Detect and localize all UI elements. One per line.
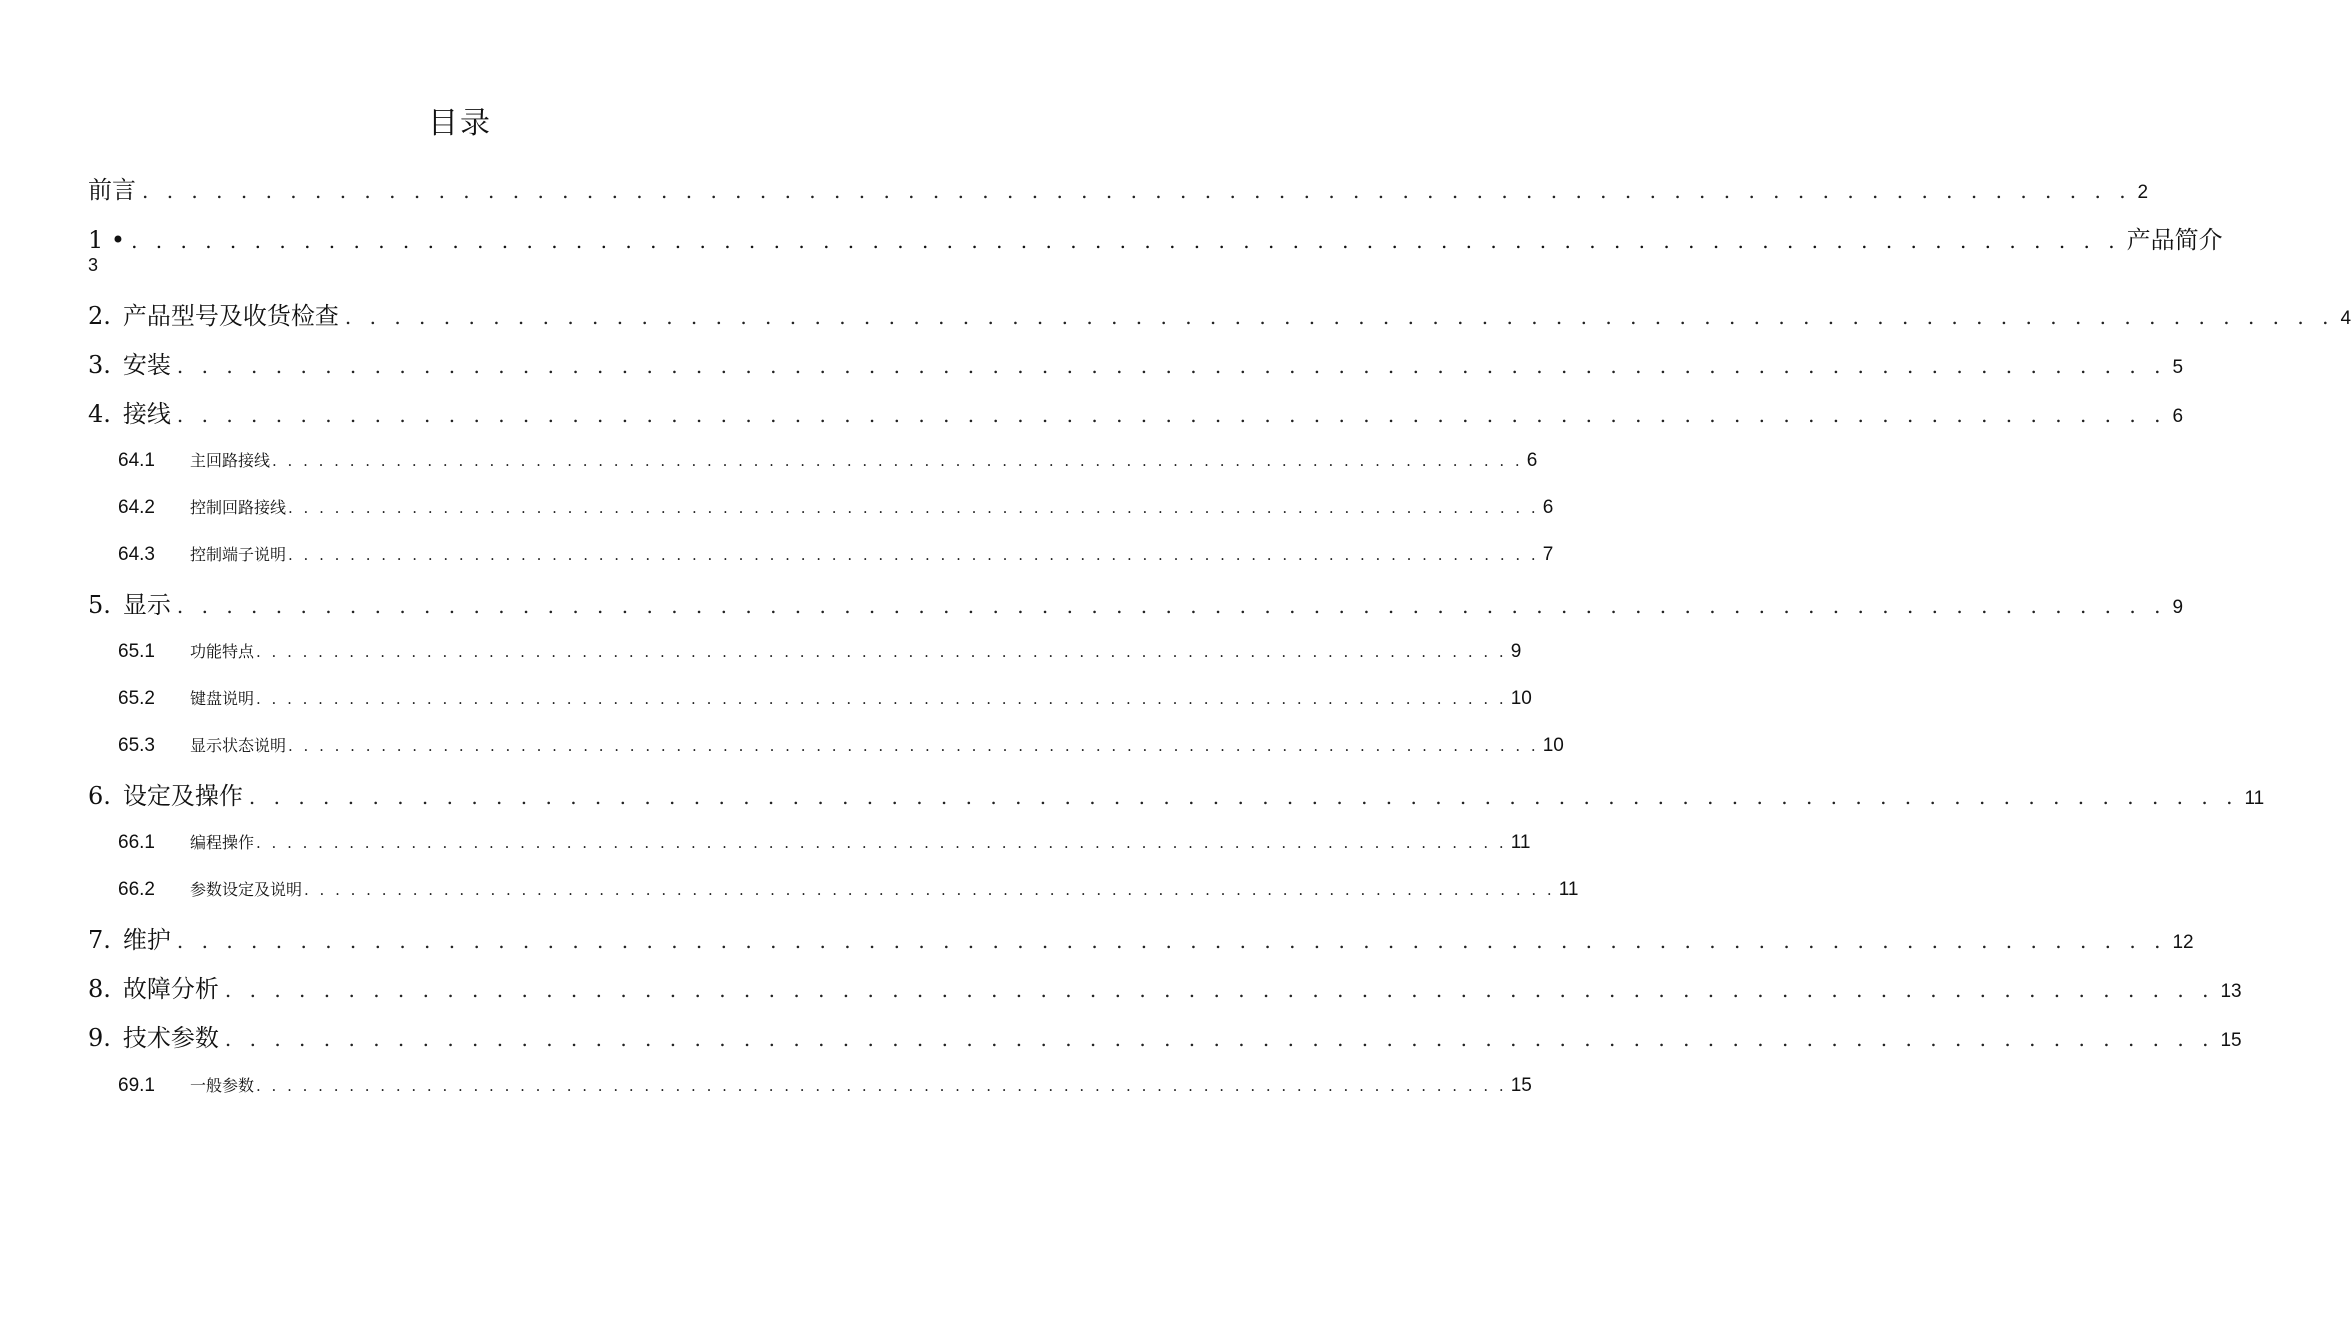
toc-leader-dots: . . . . . . . . . . . . . . . . . . . . . . . . . . . . . . . . . . . . . . . . . . . . . . . . . . . . . . . . . . . . . . . . . . . . . . . . . . . . . . . . . xyxy=(176,403,2167,427)
toc-entry-number: 9. xyxy=(88,1024,111,1052)
toc-entry-5[interactable] xyxy=(88,585,2184,620)
toc-leader-dots: . . . . . . . . . . . . . . . . . . . . . . . . . . . . . . . . . . . . . . . . . . . . . . . . . . . . . . . . . . . . . . . . . . . . . . . . . . . . . . . . . xyxy=(304,881,1555,899)
toc-leader-dots: . . . . . . . . . . . . . . . . . . . . . . . . . . . . . . . . . . . . . . . . . . . . . . . . . . . . . . . . . . . . . . . . . . . . . . . . . . . . . . . . . xyxy=(176,354,2167,378)
toc-entry-page: 3 xyxy=(88,255,99,275)
toc-entry-page: 5 xyxy=(2172,357,2184,378)
toc-entry-6-2[interactable] xyxy=(118,877,1579,901)
toc-entry-page: 11 xyxy=(1510,832,1531,853)
toc-entry-number: 65.1 xyxy=(118,641,155,662)
toc-entry-number: 65.2 xyxy=(118,688,155,709)
toc-leader-dots: . . . . . . . . . . . . . . . . . . . . . . . . . . . . . . . . . . . . . . . . . . . . . . . . . . . . . . . . . . . . . . . . . . . . . . . . . . . . . . . . . xyxy=(224,1027,2215,1051)
toc-entry-label: 键盘说明 xyxy=(190,689,255,708)
toc-entry-8[interactable] xyxy=(88,969,2242,1004)
toc-entry-label: 技术参数 xyxy=(122,1024,219,1052)
toc-entry-label: 主回路接线 xyxy=(190,451,271,470)
toc-entry-page: 6 xyxy=(1542,497,1554,518)
toc-entry-number: 6. xyxy=(88,782,111,810)
toc-entry-5-2[interactable] xyxy=(118,686,1532,710)
toc-entry-4-1[interactable] xyxy=(118,448,1538,472)
toc-leader-dots: . . . . . . . . . . . . . . . . . . . . . . . . . . . . . . . . . . . . . . . . . . . . . . . . . . . . . . . . . . . . . . . . . . . . . . . . . . . . . . . . . xyxy=(288,737,1539,755)
toc-entry-page: 11 xyxy=(2244,788,2265,809)
toc-entry-label: 参数设定及说明 xyxy=(190,880,303,899)
toc-entry-4-2[interactable] xyxy=(118,495,1554,519)
toc-entry-number: 66.2 xyxy=(118,879,155,900)
toc-entry-number: 7. xyxy=(88,926,111,954)
toc-leader-dots: . . . . . . . . . . . . . . . . . . . . . . . . . . . . . . . . . . . . . . . . . . . . . . . . . . . . . . . . . . . . . . . . . . . . . . . . . . . . . . . . . xyxy=(142,179,2132,203)
toc-leader-dots: . . . . . . . . . . . . . . . . . . . . . . . . . . . . . . . . . . . . . . . . . . . . . . . . . . . . . . . . . . . . . . . . . . . . . . . . . . . . . . . . . xyxy=(131,229,2121,253)
toc-entry-number: 64.1 xyxy=(118,450,155,471)
toc-entry-page: 6 xyxy=(1526,450,1538,471)
toc-entry-number: 69.1 xyxy=(118,1075,155,1096)
toc-entry-page: 2 xyxy=(2137,182,2149,203)
toc-entry-label: 一般参数 xyxy=(190,1076,255,1095)
toc-leader-dots: . . . . . . . . . . . . . . . . . . . . . . . . . . . . . . . . . . . . . . . . . . . . . . . . . . . . . . . . . . . . . . . . . . . . . . . . . . . . . . . . . xyxy=(288,546,1539,564)
toc-entry-9-1[interactable] xyxy=(118,1073,1532,1097)
toc-entry-number: 8. xyxy=(88,975,111,1003)
toc-leader-dots: . . . . . . . . . . . . . . . . . . . . . . . . . . . . . . . . . . . . . . . . . . . . . . . . . . . . . . . . . . . . . . . . . . . . . . . . . . . . . . . . . xyxy=(248,785,2239,809)
toc-entry-preface[interactable] xyxy=(88,170,2149,205)
toc-entry-page: 15 xyxy=(2220,1030,2242,1051)
toc-entry-9[interactable] xyxy=(88,1018,2242,1053)
toc-entry-page: 15 xyxy=(1510,1075,1532,1096)
toc-entry-3[interactable] xyxy=(88,345,2184,380)
toc-entry-label: 显示 xyxy=(122,591,171,619)
toc-entry-number: 64.2 xyxy=(118,497,155,518)
toc-entry-page: 9 xyxy=(1510,641,1522,662)
toc-entry-6-1[interactable] xyxy=(118,830,1531,854)
toc-entry-5-3[interactable] xyxy=(118,733,1564,757)
toc-entry-page: 6 xyxy=(2172,406,2184,427)
toc-entry-label: 产品简介 xyxy=(2126,226,2223,254)
toc-entry-page: 9 xyxy=(2172,597,2184,618)
toc-leader-dots: . . . . . . . . . . . . . . . . . . . . . . . . . . . . . . . . . . . . . . . . . . . . . . . . . . . . . . . . . . . . . . . . . . . . . . . . . . . . . . . . . xyxy=(256,690,1507,708)
toc-entry-page: 4 xyxy=(2340,308,2351,329)
toc-leader-dots: . . . . . . . . . . . . . . . . . . . . . . . . . . . . . . . . . . . . . . . . . . . . . . . . . . . . . . . . . . . . . . . . . . . . . . . . . . . . . . . . . xyxy=(224,978,2215,1002)
toc-entry-number: 4. xyxy=(88,400,111,428)
toc-entry-label: 接线 xyxy=(122,400,171,428)
toc-leader-dots: . . . . . . . . . . . . . . . . . . . . . . . . . . . . . . . . . . . . . . . . . . . . . . . . . . . . . . . . . . . . . . . . . . . . . . . . . . . . . . . . . xyxy=(176,594,2167,618)
toc-entry-page: 7 xyxy=(1542,544,1554,565)
toc-entry-number: 66.1 xyxy=(118,832,155,853)
toc-leader-dots: . . . . . . . . . . . . . . . . . . . . . . . . . . . . . . . . . . . . . . . . . . . . . . . . . . . . . . . . . . . . . . . . . . . . . . . . . . . . . . . . . xyxy=(272,452,1523,470)
toc-entry-page: 13 xyxy=(2220,981,2242,1002)
toc-entry-label: 维护 xyxy=(122,926,171,954)
toc-entry-label: 安装 xyxy=(122,351,171,379)
toc-entry-label: 前言 xyxy=(88,176,136,204)
toc-leader-dots: . . . . . . . . . . . . . . . . . . . . . . . . . . . . . . . . . . . . . . . . . . . . . . . . . . . . . . . . . . . . . . . . . . . . . . . . . . . . . . . . . xyxy=(256,643,1507,661)
toc-entry-page: 11 xyxy=(1558,879,1579,900)
toc-leader-dots: . . . . . . . . . . . . . . . . . . . . . . . . . . . . . . . . . . . . . . . . . . . . . . . . . . . . . . . . . . . . . . . . . . . . . . . . . . . . . . . . . xyxy=(344,305,2335,329)
toc-entry-page: 10 xyxy=(1510,688,1532,709)
toc-entry-number: 1 • xyxy=(88,226,126,254)
toc-entry-page: 12 xyxy=(2172,932,2194,953)
toc-entry-number: 65.3 xyxy=(118,735,155,756)
toc-entry-4[interactable] xyxy=(88,394,2184,429)
toc-entry-label: 控制端子说明 xyxy=(190,545,287,564)
toc-entry-4-3[interactable] xyxy=(118,542,1554,566)
toc-entry-label: 产品型号及收货检查 xyxy=(122,302,339,330)
toc-entry-page: 10 xyxy=(1542,735,1564,756)
page-title: 目录 xyxy=(428,106,492,141)
toc-entry-6[interactable] xyxy=(88,776,2265,811)
toc-leader-dots: . . . . . . . . . . . . . . . . . . . . . . . . . . . . . . . . . . . . . . . . . . . . . . . . . . . . . . . . . . . . . . . . . . . . . . . . . . . . . . . . . xyxy=(288,499,1539,517)
toc-entry-number: 3. xyxy=(88,351,111,379)
toc-entry-number: 64.3 xyxy=(118,544,155,565)
toc-entry-7[interactable] xyxy=(88,920,2194,955)
toc-leader-dots: . . . . . . . . . . . . . . . . . . . . . . . . . . . . . . . . . . . . . . . . . . . . . . . . . . . . . . . . . . . . . . . . . . . . . . . . . . . . . . . . . xyxy=(176,929,2167,953)
toc-entry-label: 功能特点 xyxy=(190,642,255,661)
toc-entry-label: 故障分析 xyxy=(122,975,219,1003)
toc-entry-1[interactable] xyxy=(88,220,2223,276)
toc-entry-label: 设定及操作 xyxy=(122,782,243,810)
toc-entry-label: 编程操作 xyxy=(190,833,255,852)
toc-entry-5-1[interactable] xyxy=(118,639,1522,663)
toc-entry-number: 5. xyxy=(88,591,111,619)
toc-entry-number: 2. xyxy=(88,302,111,330)
toc-leader-dots: . . . . . . . . . . . . . . . . . . . . . . . . . . . . . . . . . . . . . . . . . . . . . . . . . . . . . . . . . . . . . . . . . . . . . . . . . . . . . . . . . xyxy=(256,834,1507,852)
toc-entry-2[interactable] xyxy=(88,296,2351,331)
toc-entry-label: 显示状态说明 xyxy=(190,736,287,755)
toc-entry-label: 控制回路接线 xyxy=(190,498,287,517)
toc-leader-dots: . . . . . . . . . . . . . . . . . . . . . . . . . . . . . . . . . . . . . . . . . . . . . . . . . . . . . . . . . . . . . . . . . . . . . . . . . . . . . . . . . xyxy=(256,1077,1507,1095)
